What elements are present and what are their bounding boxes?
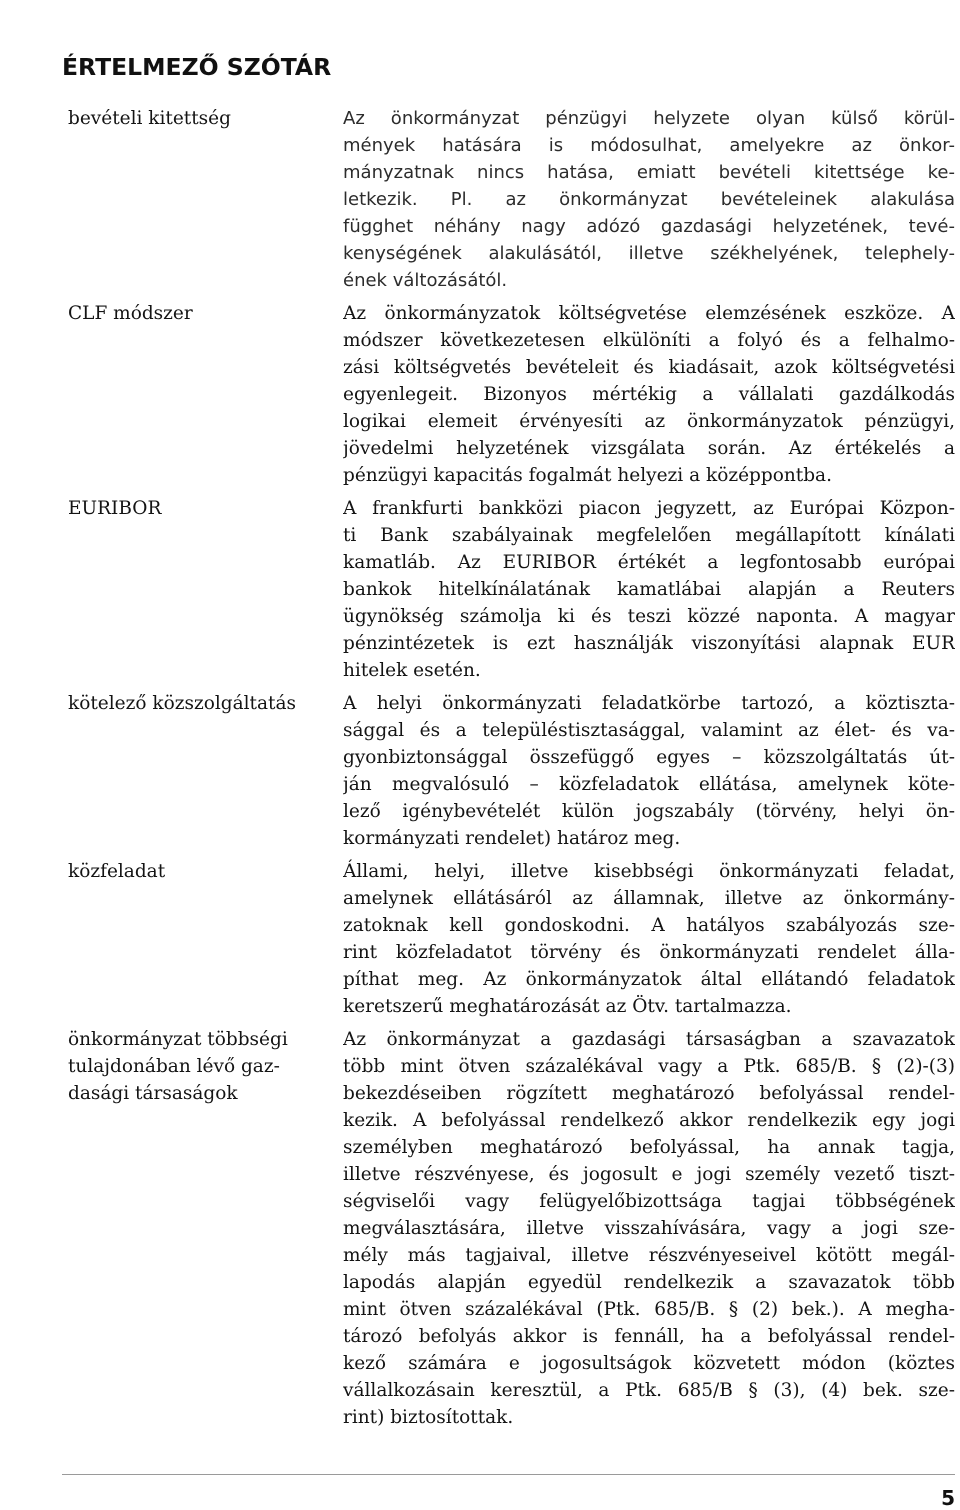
definition-line: kenységének alakulásától, illetve székhelyének, telephely-: [343, 242, 955, 264]
definition-line: megválasztására, illetve visszahívására, vagy a jogi sze-: [343, 1217, 955, 1239]
page-title: ÉRTELMEZŐ SZÓTÁR: [62, 53, 332, 81]
glossary-entry: [0, 858, 960, 1020]
glossary-definition: [343, 300, 955, 489]
definition-line: egyenlegeit. Bizonyos mértékig a vállalati gazdálkodás: [343, 383, 955, 405]
glossary-term: [68, 858, 338, 1020]
term-line: kötelező közszolgáltatás: [68, 692, 296, 714]
glossary-definition: [343, 690, 955, 852]
definition-line: kormányzati rendelet) határoz meg.: [343, 827, 681, 849]
definition-line: ján megvalósuló – közfeladatok ellátása, amelynek köte-: [343, 773, 955, 795]
definition-line: ségviselői vagy felügyelőbizottsága tagjai többségének: [343, 1190, 955, 1212]
glossary-term: [68, 300, 338, 489]
glossary-entry: [0, 300, 960, 489]
definition-line: A frankfurti bankközi piacon jegyzett, az Európai Közpon-: [343, 497, 955, 519]
term-line: dasági társaságok: [68, 1082, 238, 1104]
definition-line: tározó befolyás akkor is fennáll, ha a befolyással rendel-: [343, 1325, 955, 1347]
glossary-definition: [343, 495, 955, 684]
glossary-entry: [0, 105, 960, 294]
definition-line: ének változásától.: [343, 269, 508, 291]
definition-line: módszer következetesen elkülöníti a folyó és a felhalmo-: [343, 329, 955, 351]
glossary-definition: [343, 1026, 955, 1431]
definition-line: függhet néhány nagy adózó gazdasági helyzetének, tevé-: [343, 215, 955, 237]
term-line: közfeladat: [68, 860, 166, 882]
definition-line: kező számára e jogosultságok közvetett módon (köztes: [343, 1352, 955, 1374]
definition-line: jövedelmi helyzetének vizsgálata során. Az értékelés a: [343, 437, 955, 459]
definition-line: több mint ötven százalékával vagy a Ptk. 685/B. § (2)-(3): [343, 1055, 955, 1077]
definition-line: píthat meg. Az önkormányzatok által ellátandó feladatok: [343, 968, 955, 990]
definition-line: rint közfeladatot törvény és önkormányzati rendelet álla-: [343, 941, 955, 963]
definition-line: illetve részvényese, és jogosult e jogi személy vezető tiszt-: [343, 1163, 955, 1185]
definition-line: zási költségvetés bevételeit és kiadásait, azok költségvetési: [343, 356, 955, 378]
page-number: 5: [941, 1486, 955, 1510]
glossary-definition: [343, 858, 955, 1020]
definition-line: gyonbiztonsággal összefüggő egyes – közszolgáltatás út-: [343, 746, 955, 768]
glossary-term: [68, 690, 338, 852]
definition-line: rint) biztosítottak.: [343, 1406, 514, 1428]
definition-line: mint ötven százalékával (Ptk. 685/B. § (2) bek.). A megha-: [343, 1298, 955, 1320]
glossary-term: [68, 1026, 338, 1431]
definition-line: kamatláb. Az EURIBOR értékét a legfontosabb európai: [343, 551, 955, 573]
term-line: EURIBOR: [68, 497, 162, 519]
definition-line: bankok hitelkínálatának kamatlábai alapján a Reuters: [343, 578, 955, 600]
term-line: bevételi kitettség: [68, 107, 231, 129]
glossary-definition: [343, 105, 955, 294]
definition-line: pénzügyi kapacitás fogalmát helyezi a középpontba.: [343, 464, 832, 486]
glossary-list: [0, 105, 960, 1437]
definition-line: bekezdéseiben rögzített meghatározó befolyással rendel-: [343, 1082, 955, 1104]
definition-line: mély más tagjaival, illetve részvényeseivel kötött megál-: [343, 1244, 955, 1266]
definition-line: sággal és a településtisztasággal, valamint az élet- és va-: [343, 719, 955, 741]
glossary-term: [68, 105, 338, 294]
definition-line: letkezik. Pl. az önkormányzat bevételeinek alakulása: [343, 188, 955, 210]
glossary-term: [68, 495, 338, 684]
definition-line: pénzintézetek is ezt használják viszonyítási alapnak EUR: [343, 632, 955, 654]
term-line: önkormányzat többségi: [68, 1028, 288, 1050]
definition-line: ügynökség számolja ki és teszi közzé naponta. A magyar: [343, 605, 955, 627]
term-line: tulajdonában lévő gaz-: [68, 1055, 280, 1077]
definition-line: Az önkormányzat pénzügyi helyzete olyan külső körül-: [343, 107, 955, 129]
definition-line: keretszerű meghatározását az Ötv. tartalmazza.: [343, 995, 792, 1017]
definition-line: lező igénybevételét külön jogszabály (törvény, helyi ön-: [343, 800, 955, 822]
glossary-entry: [0, 1026, 960, 1431]
definition-line: kezik. A befolyással rendelkező akkor rendelkezik egy jogi: [343, 1109, 955, 1131]
glossary-entry: [0, 495, 960, 684]
definition-line: vállalkozásain keresztül, a Ptk. 685/B § (3), (4) bek. sze-: [343, 1379, 955, 1401]
footer-divider: [62, 1474, 955, 1475]
definition-line: A helyi önkormányzati feladatkörbe tartozó, a köztiszta-: [343, 692, 955, 714]
definition-line: hitelek esetén.: [343, 659, 481, 681]
term-line: CLF módszer: [68, 302, 193, 324]
definition-line: amelynek ellátásáról az államnak, illetve az önkormány-: [343, 887, 955, 909]
definition-line: zatoknak kell gondoskodni. A hatályos szabályozás sze-: [343, 914, 955, 936]
definition-line: mányzatnak nincs hatása, emiatt bevételi kitettsége ke-: [343, 161, 955, 183]
definition-line: mények hatására is módosulhat, amelyekre az önkor-: [343, 134, 955, 156]
definition-line: lapodás alapján egyedül rendelkezik a szavazatok több: [343, 1271, 955, 1293]
definition-line: ti Bank szabályainak megfelelően megállapított kínálati: [343, 524, 955, 546]
glossary-entry: [0, 690, 960, 852]
definition-line: Állami, helyi, illetve kisebbségi önkormányzati feladat,: [343, 860, 955, 882]
definition-line: Az önkormányzat a gazdasági társaságban a szavazatok: [343, 1028, 955, 1050]
definition-line: logikai elemeit érvényesíti az önkormányzatok pénzügyi,: [343, 410, 955, 432]
definition-line: Az önkormányzatok költségvetése elemzésének eszköze. A: [343, 302, 955, 324]
definition-line: személyben meghatározó befolyással, ha annak tagja,: [343, 1136, 955, 1158]
